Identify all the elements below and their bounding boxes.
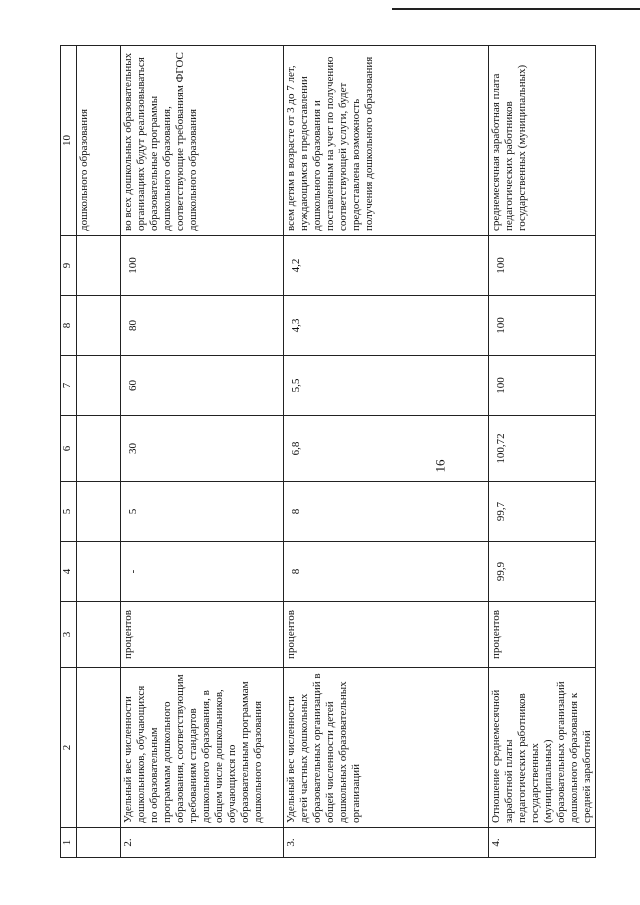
header-cell: 1 xyxy=(61,828,77,858)
header-cell: 8 xyxy=(61,296,77,356)
unit-cell: процентов xyxy=(121,602,284,668)
table-stage xyxy=(60,46,593,858)
empty-cell xyxy=(77,296,121,356)
header-row xyxy=(61,46,77,858)
indicator-text: Удельный вес численности детей частных дошкольных образовательных организаций в общей численности детей дошкольных образовательных организаций xyxy=(284,668,489,828)
unit-cell: процентов xyxy=(489,602,596,668)
table-row xyxy=(121,46,284,858)
continuation-row xyxy=(77,46,121,858)
empty-cell xyxy=(77,668,121,828)
unit-cell: процентов xyxy=(284,602,489,668)
header-cell: 2 xyxy=(61,668,77,828)
empty-cell xyxy=(77,828,121,858)
value-cell: 99,9 xyxy=(489,542,596,602)
value-cell: 100 xyxy=(121,236,284,296)
rotated-table-wrapper xyxy=(60,46,593,858)
continuation-text: дошкольного образования xyxy=(77,46,121,236)
table-row xyxy=(489,46,596,858)
value-cell: 8 xyxy=(284,542,489,602)
value-cell: 60 xyxy=(121,356,284,416)
indicator-text: Отношение среднемесячной заработной платы педагогических работников государственных (муниципальных) образовательных организаций дошкольного образования к средней заработной xyxy=(489,668,596,828)
page-number: 16 xyxy=(432,459,448,473)
value-cell: 4,2 xyxy=(284,236,489,296)
header-cell: 3 xyxy=(61,602,77,668)
indicators-table xyxy=(60,45,596,858)
empty-cell xyxy=(77,416,121,482)
value-cell: 99,7 xyxy=(489,482,596,542)
empty-cell xyxy=(77,482,121,542)
header-cell: 10 xyxy=(61,46,77,236)
row-number: 3. xyxy=(284,828,489,858)
value-cell: 100 xyxy=(489,356,596,416)
value-cell: 30 xyxy=(121,416,284,482)
header-cell: 5 xyxy=(61,482,77,542)
row-number: 4. xyxy=(489,828,596,858)
value-cell: 5,5 xyxy=(284,356,489,416)
empty-cell xyxy=(77,602,121,668)
header-cell: 4 xyxy=(61,542,77,602)
value-cell: 4,3 xyxy=(284,296,489,356)
header-cell: 7 xyxy=(61,356,77,416)
value-cell: 80 xyxy=(121,296,284,356)
result-text: среднемесячная заработная плата педагогических работников государственных (муниципальных) xyxy=(489,46,596,236)
top-rule xyxy=(392,8,640,10)
indicator-text: Удельный вес численности дошкольников, обучающихся по образовательным программам дошкольного образования, соответствующим требованиям стандартов дошкольного образования, в общем числе дошкольников, обучающихся по образовательным программам дошкольного образования xyxy=(121,668,284,828)
row-number: 2. xyxy=(121,828,284,858)
value-cell: 6,8 xyxy=(284,416,489,482)
empty-cell xyxy=(77,236,121,296)
empty-cell xyxy=(77,542,121,602)
result-text: всем детям в возрасте от 3 до 7 лет, нуждающимся в предоставлении дошкольного образования и поставленным на учет по получению соответствующей услуги, будет предоставлена возможность получения дошкольного образования xyxy=(284,46,489,236)
result-text: во всех дошкольных образовательных организациях будут реализовываться образовательные программы дошкольного образования, соответствующие требованиям ФГОС дошкольного образования xyxy=(121,46,284,236)
header-cell: 6 xyxy=(61,416,77,482)
value-cell: 5 xyxy=(121,482,284,542)
value-cell: 100 xyxy=(489,236,596,296)
header-cell: 9 xyxy=(61,236,77,296)
value-cell: 100 xyxy=(489,296,596,356)
value-cell: - xyxy=(121,542,284,602)
value-cell: 8 xyxy=(284,482,489,542)
empty-cell xyxy=(77,356,121,416)
table-row xyxy=(284,46,489,858)
value-cell: 100,72 xyxy=(489,416,596,482)
